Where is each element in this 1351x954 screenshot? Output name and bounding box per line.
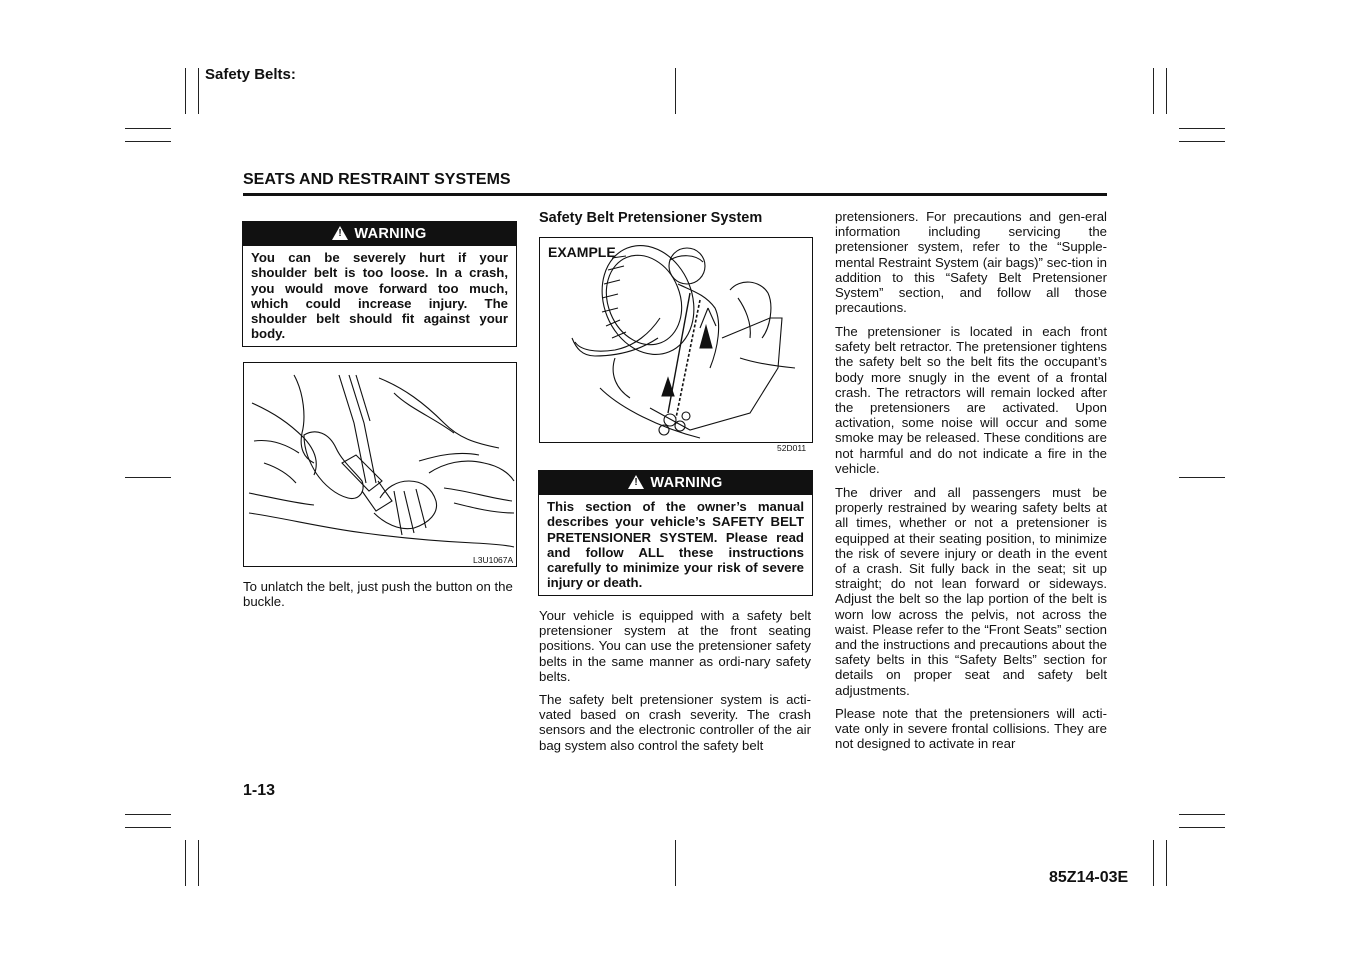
paragraph: The pretensioner is located in each front safety belt retractor. The pretensioner tightens the safety belt so the belt fits the occupant’s body more snugly in the event of a frontal crash. The retractors will remain locked after the pretensioners are activated. Upon activation, some noise will occur and some smoke may be released. These conditions are not harmful and do not indicate a fire in the vehicle. — [835, 324, 1107, 476]
section-title: SEATS AND RESTRAINT SYSTEMS — [243, 171, 511, 188]
occupant-pretensioner-image — [540, 238, 812, 442]
running-header: Safety Belts: — [205, 66, 296, 83]
crop-mark — [1166, 840, 1167, 886]
warning-title: WARNING — [354, 226, 427, 242]
crop-mark — [1179, 827, 1225, 828]
paragraph: pretensioners. For precautions and gen-eral information including servicing the pretensioner system, refer to the “Supple-mental Restraint System (air bags)” sec-tion in addition to this “Safety Belt Pretensioner System” section, and follow all those precautions. — [835, 209, 1107, 316]
figure-code: L3U1067A — [473, 555, 514, 565]
paragraph: Your vehicle is equipped with a safety belt pretensioner system at the front seating positions. You can use the pretensioner safety belts in the same manner as ordi-nary safety belts. — [539, 608, 811, 684]
crop-mark — [1153, 68, 1154, 114]
paragraph: The driver and all passengers must be properly restrained by wearing safety belts at all times, whether or not a pretensioner is equipped at their seating position, to minimize the risk of severe injury or death in the event of a crash. Sit fully back in the seat; sit up straight; do not lean forward or sideways. Adjust the belt so the lap portion of the belt is worn low across the pelvis, not across the waist. Please refer to the “Front Seats” section and the instructions and precautions about the safety belts in this “Safety Belts” section for details on proper seat and safety belt adjustments. — [835, 485, 1107, 698]
document-code: 85Z14-03E — [1049, 869, 1129, 886]
paragraph: To unlatch the belt, just push the button on the buckle. — [243, 579, 513, 610]
warning-triangle-icon: ! — [628, 475, 644, 489]
crop-mark — [675, 840, 676, 886]
crop-mark — [1153, 840, 1154, 886]
warning-header — [243, 222, 516, 246]
crop-mark — [1179, 477, 1225, 478]
page-number: 1-13 — [243, 782, 276, 799]
crop-mark — [125, 477, 171, 478]
hands-unlatching-buckle-image — [244, 363, 516, 566]
crop-mark — [125, 128, 171, 129]
paragraph: Please note that the pretensioners will acti-vate only in severe frontal collisions. They are not designed to activate in rear — [835, 706, 1107, 752]
pretensioner-illustration — [539, 237, 813, 443]
crop-mark — [185, 68, 186, 114]
figure-label: EXAMPLE — [548, 244, 616, 260]
buckle-illustration — [243, 362, 517, 567]
crop-mark — [1166, 68, 1167, 114]
crop-mark — [198, 840, 199, 886]
warning-box-pretensioner — [538, 470, 813, 596]
paragraph: The safety belt pretensioner system is acti-vated based on crash severity. The crash sensors and the electronic controller of the air bag system also control the safety belt — [539, 692, 811, 753]
warning-header — [539, 471, 812, 495]
crop-mark — [198, 68, 199, 114]
crop-mark — [1179, 814, 1225, 815]
crop-mark — [1179, 141, 1225, 142]
subheading: Safety Belt Pretensioner System — [539, 210, 763, 226]
warning-text: You can be severely hurt if your shoulder belt is too loose. In a crash, you would move forward too much, which could increase injury. The shoulder belt should fit against your body. — [251, 250, 508, 342]
crop-mark — [125, 141, 171, 142]
crop-mark — [675, 68, 676, 114]
warning-triangle-icon: ! — [332, 226, 348, 240]
figure-code: 52D011 — [777, 443, 807, 453]
crop-mark — [125, 827, 171, 828]
crop-mark — [185, 840, 186, 886]
warning-box-belt-fit — [242, 221, 517, 347]
crop-mark — [125, 814, 171, 815]
crop-mark — [1179, 128, 1225, 129]
header-rule — [243, 193, 1107, 196]
warning-title: WARNING — [650, 475, 723, 491]
warning-text: This section of the owner’s manual describes your vehicle’s SAFETY BELT PRETENSIONER SYSTEM. Please read and follow ALL these instructions carefully to minimize your risk of severe injury or death. — [547, 499, 804, 591]
